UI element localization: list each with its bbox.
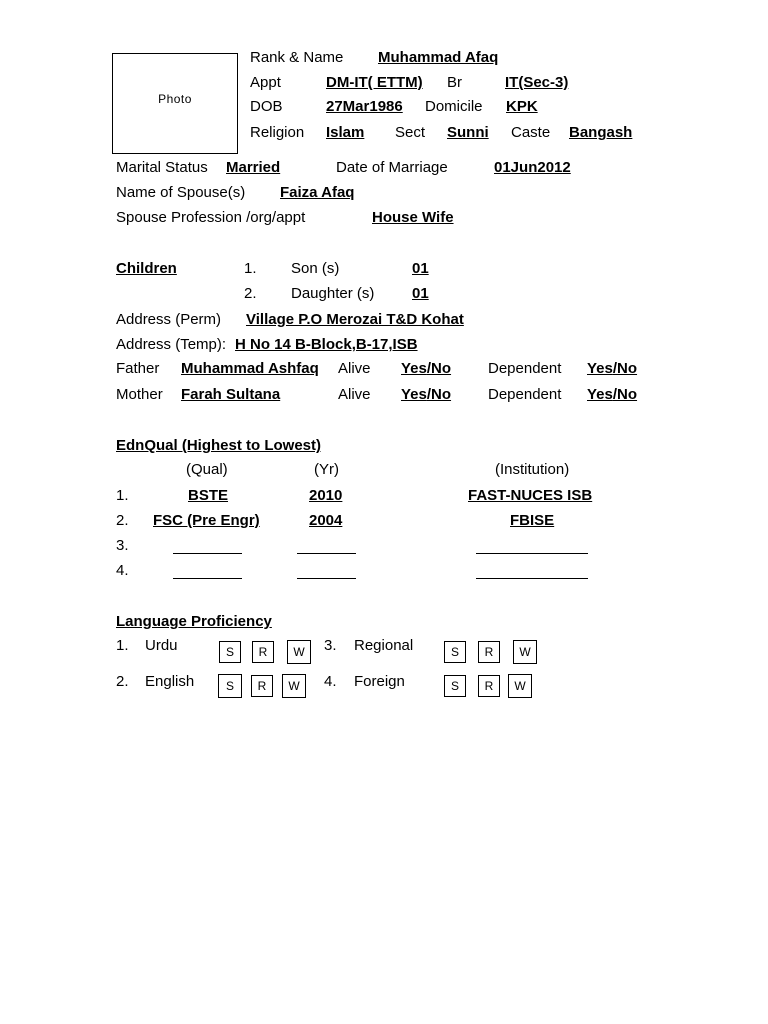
children-row-value: 01 — [412, 260, 429, 277]
br-label: Br — [447, 74, 462, 91]
education-blank-yr — [297, 578, 356, 579]
dependent-yes: Yes — [587, 386, 613, 403]
foreign-write-box[interactable]: W — [508, 674, 532, 698]
religion-value: Islam — [326, 124, 365, 141]
education-row-num: 1. — [116, 487, 129, 504]
parent-alive-label: Alive — [338, 360, 371, 377]
dependent-no: /No — [612, 360, 638, 377]
address-temp-value: H No 14 B-Block,B-17,ISB — [235, 336, 418, 353]
education-row-num: 4. — [116, 562, 129, 579]
education-row-yr: 2010 — [309, 487, 343, 504]
education-col-institution: (Institution) — [495, 461, 570, 478]
children-row-label: Daughter (s) — [291, 285, 375, 302]
education-heading: EdnQual (Highest to Lowest) — [116, 437, 321, 454]
education-row-num: 3. — [116, 537, 129, 554]
rank-name-label: Rank & Name — [250, 49, 344, 66]
education-blank-institution — [476, 578, 588, 579]
parent-alive-value — [401, 386, 451, 404]
urdu-speak-box[interactable]: S — [219, 641, 241, 663]
education-blank-institution — [476, 553, 588, 554]
education-row-institution: FBISE — [510, 512, 555, 529]
regional-speak-box[interactable]: S — [444, 641, 466, 663]
regional-write-box[interactable]: W — [513, 640, 537, 664]
education-col-yr: (Yr) — [314, 461, 339, 478]
caste-value: Bangash — [569, 124, 633, 141]
parent-dependent-label: Dependent — [488, 386, 562, 403]
spouse-name-label: Name of Spouse(s) — [116, 184, 246, 201]
english-read-box[interactable]: R — [251, 675, 273, 697]
spouse-profession-value: House Wife — [372, 209, 454, 226]
dob-value: 27Mar1986 — [326, 98, 403, 115]
education-row-qual: FSC (Pre Engr) — [153, 512, 260, 529]
photo-placeholder — [112, 53, 238, 154]
marital-status-label: Marital Status — [116, 159, 208, 176]
marriage-date-value: 01Jun2012 — [494, 159, 571, 176]
education-row-yr: 2004 — [309, 512, 343, 529]
children-heading: Children — [116, 260, 177, 277]
education-row-qual: BSTE — [188, 487, 229, 504]
address-temp-label: Address (Temp): — [116, 336, 227, 353]
education-col-qual: (Qual) — [186, 461, 228, 478]
language-num: 1. — [116, 637, 129, 654]
marriage-date-label: Date of Marriage — [336, 159, 448, 176]
foreign-speak-box[interactable]: S — [444, 675, 466, 697]
education-blank-qual — [173, 553, 242, 554]
sect-value: Sunni — [447, 124, 489, 141]
parent-name: Farah Sultana — [181, 386, 281, 403]
parent-relation: Mother — [116, 386, 163, 403]
address-perm-value: Village P.O Merozai T&D Kohat — [246, 311, 464, 328]
parent-relation: Father — [116, 360, 160, 377]
regional-read-box[interactable]: R — [478, 641, 500, 663]
parent-dependent-value — [587, 360, 637, 378]
dob-label: DOB — [250, 98, 283, 115]
language-name-regional: Regional — [354, 637, 414, 654]
domicile-value: KPK — [506, 98, 538, 115]
language-num: 3. — [324, 637, 337, 654]
urdu-write-box[interactable]: W — [287, 640, 311, 664]
education-row-num: 2. — [116, 512, 129, 529]
appt-value: DM-IT( ETTM) — [326, 74, 423, 91]
address-perm-label: Address (Perm) — [116, 311, 222, 328]
parent-name: Muhammad Ashfaq — [181, 360, 319, 377]
religion-label: Religion — [250, 124, 305, 141]
children-row-num: 2. — [244, 285, 257, 302]
parent-alive-value — [401, 360, 451, 378]
language-num: 4. — [324, 673, 337, 690]
education-row-institution: FAST-NUCES ISB — [468, 487, 593, 504]
children-row-label: Son (s) — [291, 260, 340, 277]
caste-label: Caste — [511, 124, 551, 141]
language-name-english: English — [145, 673, 195, 690]
urdu-read-box[interactable]: R — [252, 641, 274, 663]
alive-no: /No — [426, 386, 452, 403]
education-blank-qual — [173, 578, 242, 579]
parent-dependent-label: Dependent — [488, 360, 562, 377]
alive-yes: Yes — [401, 360, 427, 377]
appt-label: Appt — [250, 74, 281, 91]
language-heading: Language Proficiency — [116, 613, 272, 630]
dependent-yes: Yes — [587, 360, 613, 377]
alive-yes: Yes — [401, 386, 427, 403]
dependent-no: /No — [612, 386, 638, 403]
language-name-urdu: Urdu — [145, 637, 178, 654]
children-row-num: 1. — [244, 260, 257, 277]
language-name-foreign: Foreign — [354, 673, 405, 690]
children-row-value: 01 — [412, 285, 429, 302]
br-value: IT(Sec-3) — [505, 74, 569, 91]
spouse-profession-label: Spouse Profession /org/appt — [116, 209, 306, 226]
education-blank-yr — [297, 553, 356, 554]
spouse-name-value: Faiza Afaq — [280, 184, 355, 201]
foreign-read-box[interactable]: R — [478, 675, 500, 697]
photo-label: Photo — [158, 91, 192, 106]
rank-name-value: Muhammad Afaq — [378, 49, 499, 66]
english-speak-box[interactable]: S — [218, 674, 242, 698]
parent-dependent-value — [587, 386, 637, 404]
language-num: 2. — [116, 673, 129, 690]
parent-alive-label: Alive — [338, 386, 371, 403]
sect-label: Sect — [395, 124, 426, 141]
marital-status-value: Married — [226, 159, 281, 176]
english-write-box[interactable]: W — [282, 674, 306, 698]
domicile-label: Domicile — [425, 98, 483, 115]
alive-no: /No — [426, 360, 452, 377]
